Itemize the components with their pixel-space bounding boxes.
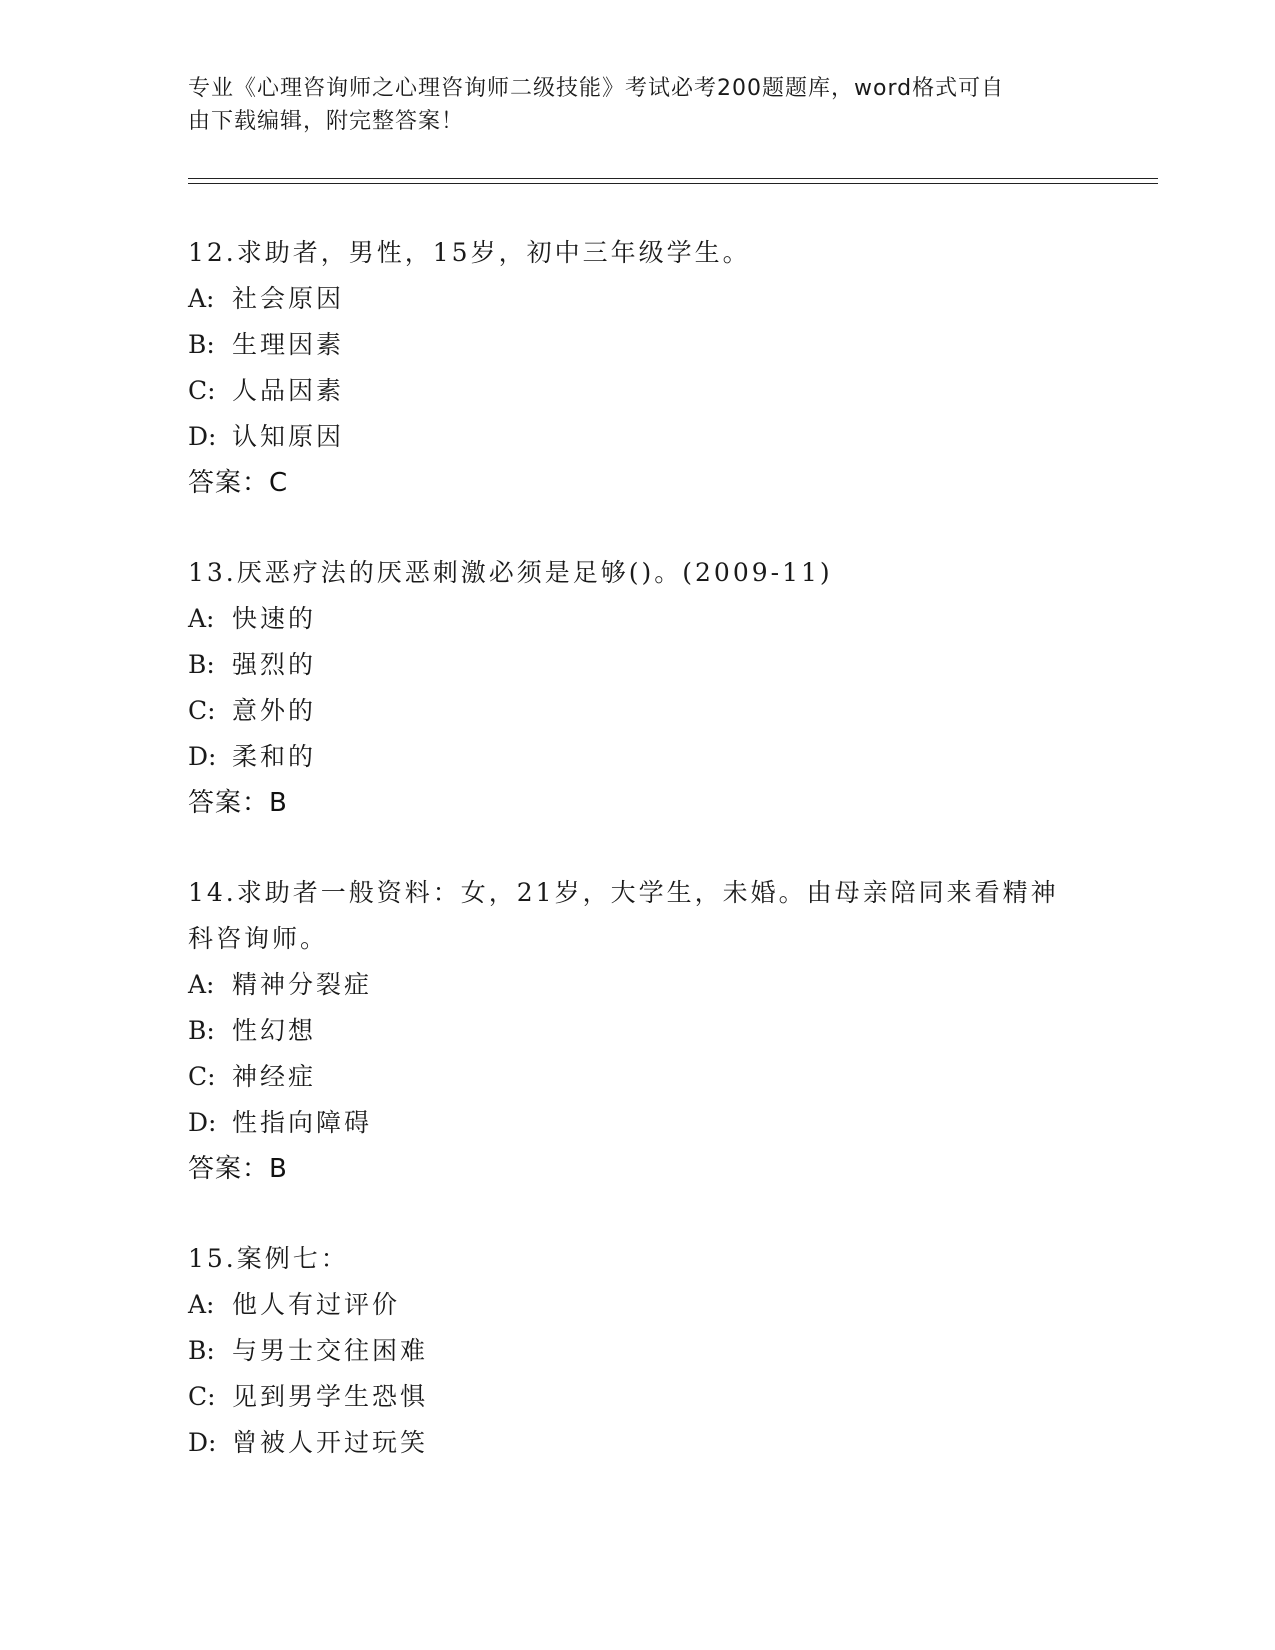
option-c <box>188 688 1088 734</box>
option-letter: C: <box>188 1382 216 1411</box>
option-d <box>188 1420 1088 1466</box>
question-stem: 13.厌恶疗法的厌恶刺激必须是足够()。(2009-11) <box>188 558 833 587</box>
option-text: 生理因素 <box>232 330 345 359</box>
option-a <box>188 1282 1088 1328</box>
option-text: 性幻想 <box>232 1016 317 1045</box>
document-header <box>188 72 1068 138</box>
option-letter: B: <box>188 650 215 679</box>
option-c <box>188 368 1088 414</box>
option-text: 与男士交往困难 <box>232 1336 429 1365</box>
option-d <box>188 1100 1088 1146</box>
answer-key: 答案：B <box>188 1154 288 1184</box>
option-text: 柔和的 <box>232 742 317 771</box>
option-letter: C: <box>188 696 216 725</box>
question-stem: 15.案例七： <box>188 1244 349 1273</box>
option-text: 他人有过评价 <box>232 1290 401 1319</box>
option-text: 社会原因 <box>232 284 345 313</box>
option-letter: D: <box>188 742 217 771</box>
option-a <box>188 962 1088 1008</box>
option-text: 意外的 <box>232 696 317 725</box>
option-letter: A: <box>188 284 215 313</box>
option-letter: B: <box>188 1016 215 1045</box>
option-letter: D: <box>188 1428 217 1457</box>
option-text: 认知原因 <box>232 422 345 451</box>
option-a <box>188 276 1088 322</box>
option-text: 曾被人开过玩笑 <box>232 1428 429 1457</box>
option-text: 快速的 <box>232 604 317 633</box>
question-15 <box>188 1236 1088 1466</box>
header-divider-bottom <box>188 183 1158 184</box>
question-stem-line-2: 科咨询师。 <box>188 924 329 953</box>
option-letter: B: <box>188 330 215 359</box>
option-b <box>188 322 1088 368</box>
answer-key: 答案：C <box>188 468 289 498</box>
option-b <box>188 1328 1088 1374</box>
option-b <box>188 1008 1088 1054</box>
question-12 <box>188 230 1088 506</box>
header-divider-top <box>188 178 1158 179</box>
option-letter: A: <box>188 604 215 633</box>
option-b <box>188 642 1088 688</box>
option-letter: C: <box>188 376 216 405</box>
question-list <box>188 230 1088 1510</box>
question-stem-line-1: 14.求助者一般资料：女，21岁，大学生，未婚。由母亲陪同来看精神 <box>188 878 1059 907</box>
option-letter: D: <box>188 1108 217 1137</box>
option-text: 强烈的 <box>232 650 317 679</box>
option-letter: A: <box>188 970 215 999</box>
question-14 <box>188 870 1088 1192</box>
intro-line-1: 专业《心理咨询师之心理咨询师二级技能》考试必考200题题库，word格式可自 <box>188 76 1005 101</box>
option-c <box>188 1374 1088 1420</box>
answer-key: 答案：B <box>188 788 288 818</box>
option-letter: B: <box>188 1336 215 1365</box>
option-text: 见到男学生恐惧 <box>232 1382 429 1411</box>
option-d <box>188 414 1088 460</box>
option-letter: C: <box>188 1062 216 1091</box>
option-c <box>188 1054 1088 1100</box>
question-stem: 12.求助者，男性，15岁，初中三年级学生。 <box>188 238 751 267</box>
option-text: 性指向障碍 <box>232 1108 373 1137</box>
option-text: 人品因素 <box>232 376 345 405</box>
option-a <box>188 596 1088 642</box>
option-letter: D: <box>188 422 217 451</box>
question-13 <box>188 550 1088 826</box>
option-text: 精神分裂症 <box>232 970 373 999</box>
intro-line-2: 由下载编辑，附完整答案！ <box>188 109 465 134</box>
option-letter: A: <box>188 1290 215 1319</box>
option-d <box>188 734 1088 780</box>
option-text: 神经症 <box>232 1062 317 1091</box>
